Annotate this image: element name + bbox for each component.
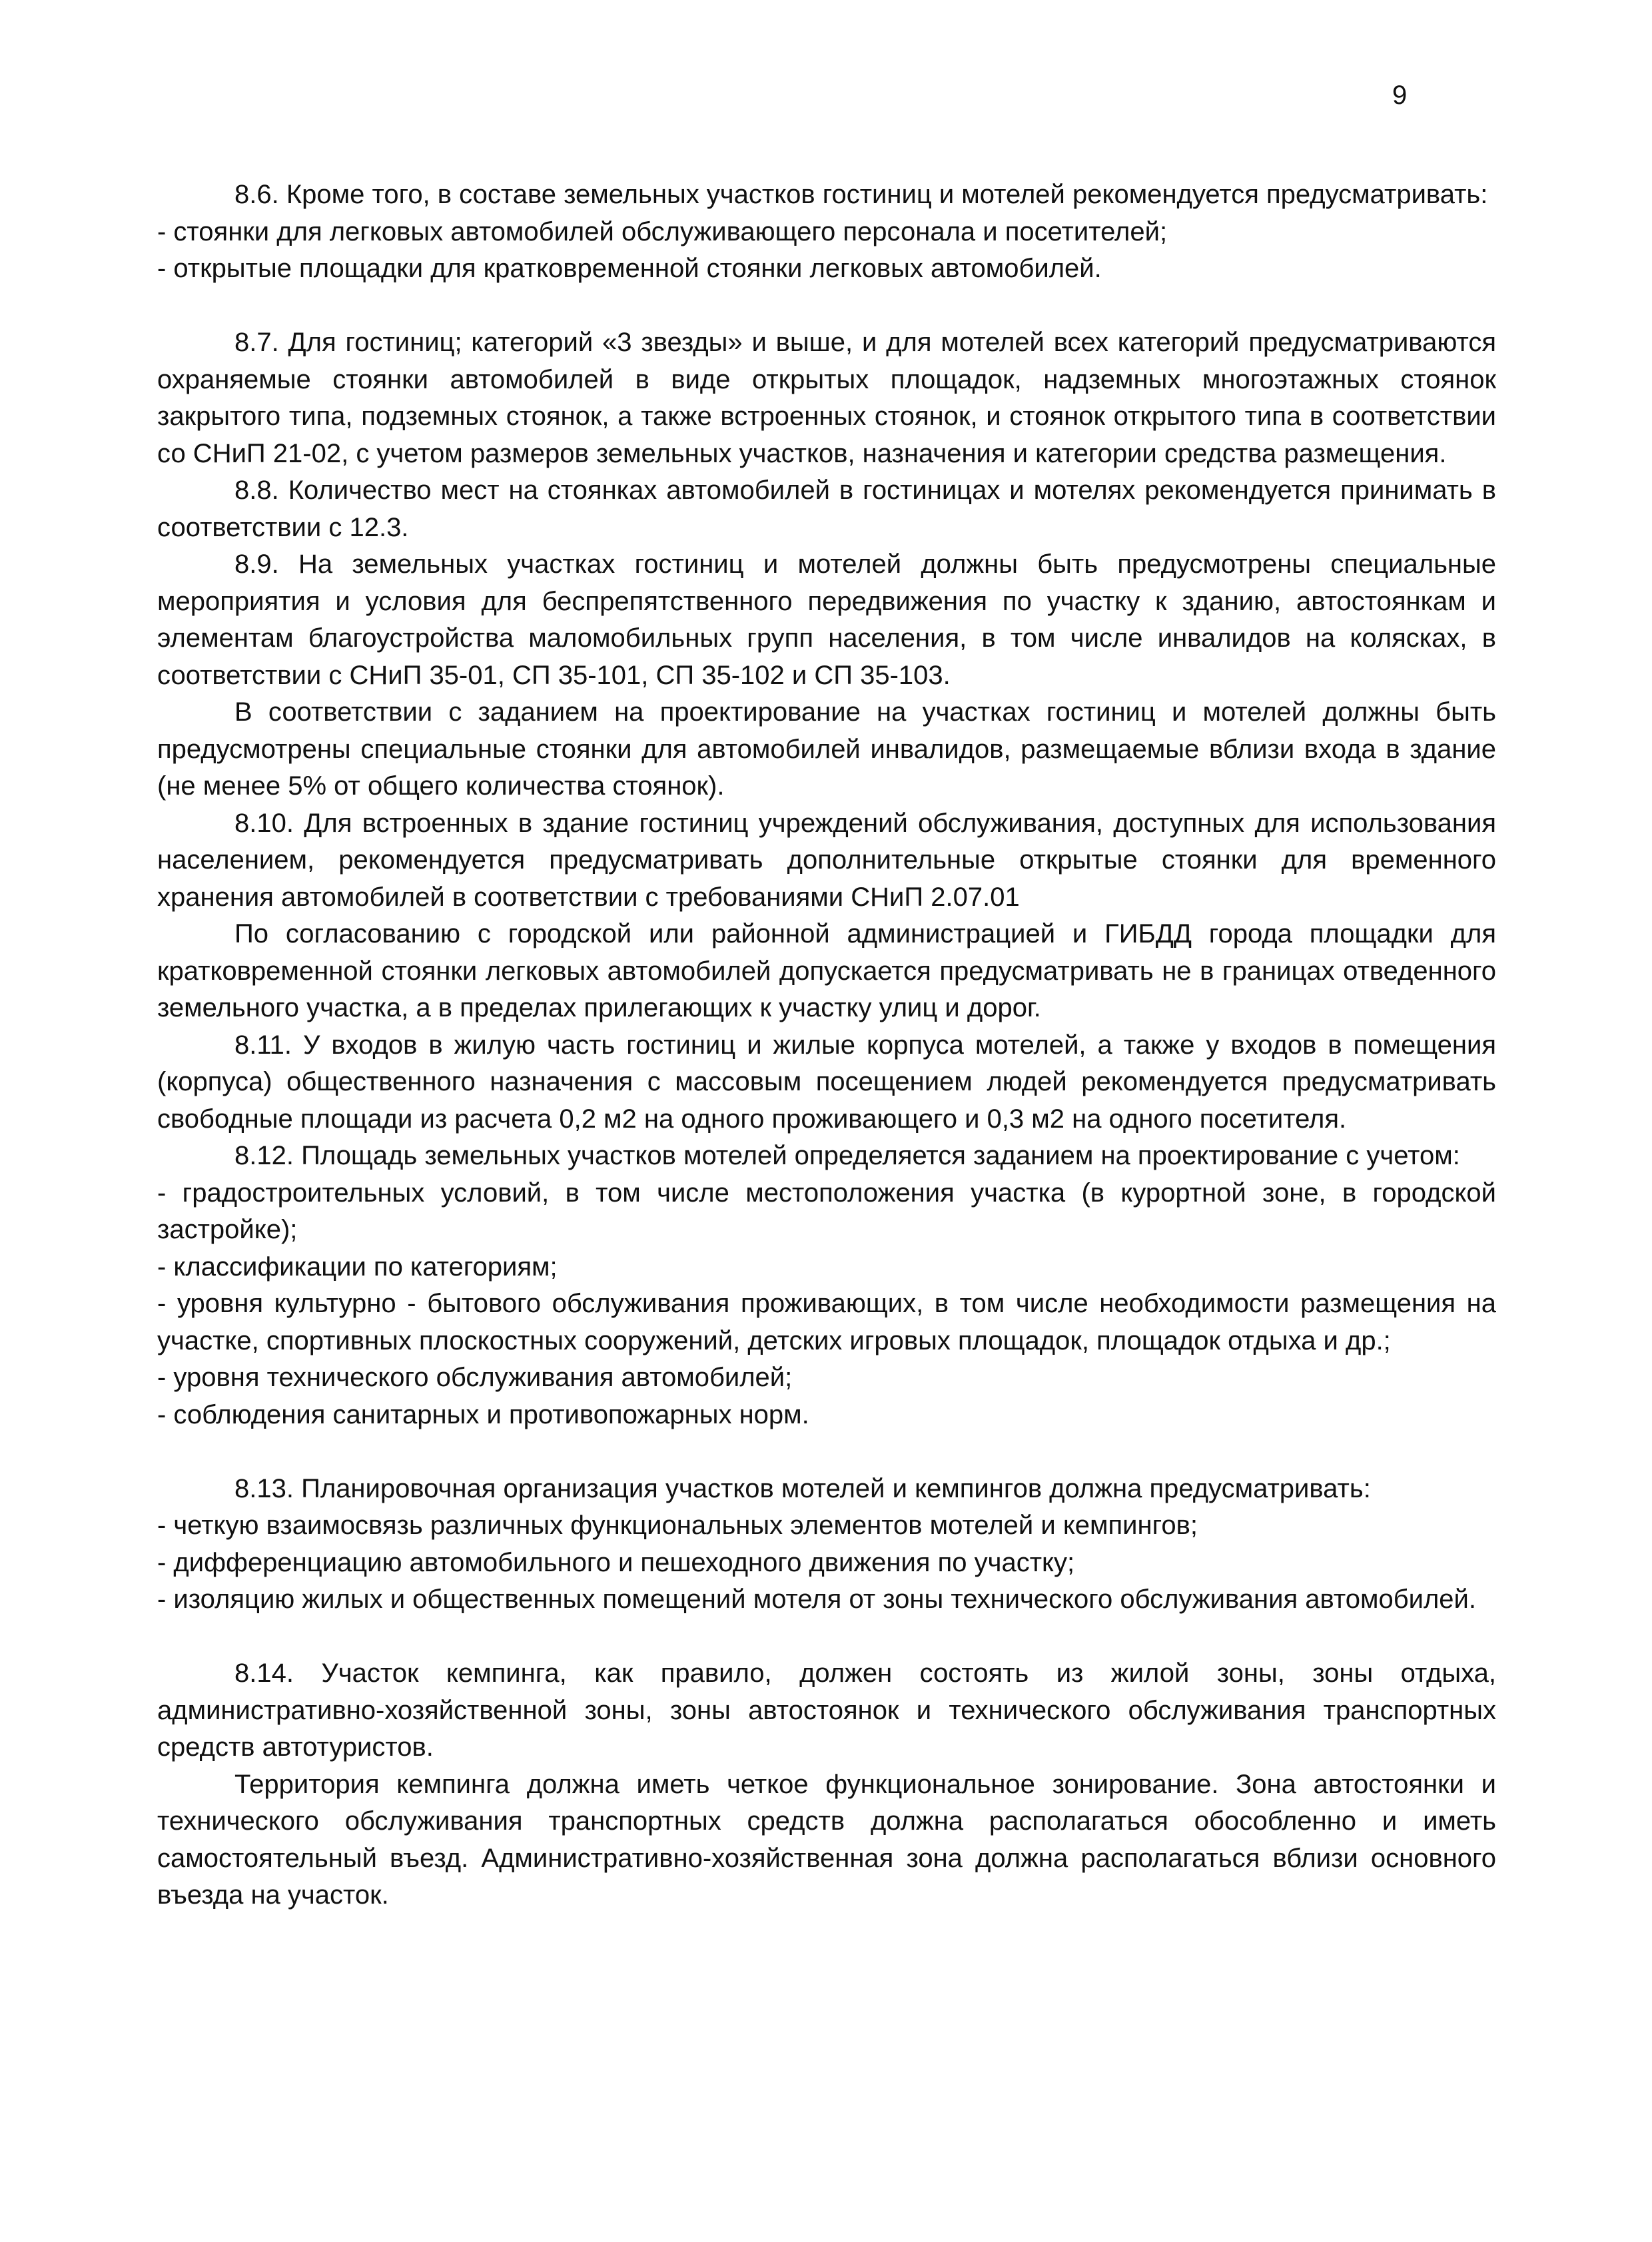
list-item: - градостроительных условий, в том числе местоположения участка (в курортной зоне, в городской застройке); — [157, 1178, 1496, 1244]
paragraph-8-12: 8.12. Площадь земельных участков мотелей определяется заданием на проектирование с учетом: — [234, 1141, 1460, 1170]
paragraph-8-13: 8.13. Планировочная организация участков мотелей и кемпингов должна предусматривать: — [234, 1473, 1371, 1503]
paragraph-8-11: 8.11. У входов в жилую часть гостиниц и жилые корпуса мотелей, а также у входов в помещения (корпуса) общественного назначения с массовым посещением людей рекомендуется предусматривать свободные площади из расчета 0,2 м2 на одного проживающего и 0,3 м2 на одного посетителя. — [157, 1030, 1496, 1134]
list-item: - четкую взаимосвязь различных функциональных элементов мотелей и кемпингов; — [157, 1511, 1198, 1540]
paragraph-8-7: 8.7. Для гостиниц; категорий «3 звезды» и выше, и для мотелей всех категорий предусматриваются охраняемые стоянки автомобилей в виде открытых площадок, надземных многоэтажных стоянок закрытого типа, подземных стоянок, а также встроенных стоянок, и стоянок открытого типа в соответствии со СНиП 21-02, с учетом размеров земельных участков, назначения и категории средства размещения. — [157, 328, 1496, 468]
spacer — [157, 288, 1496, 325]
paragraph-text: По согласованию с городской или районной администрацией и ГИБДД города площадки для кратковременной стоянки легковых автомобилей допускается предусматривать не в границах отведенного земельного участка, а в пределах прилегающих к участку улиц и дорог. — [157, 919, 1496, 1022]
paragraph-8-8: 8.8. Количество мест на стоянках автомобилей в гостиницах и мотелях рекомендуется принимать в соответствии с 12.3. — [157, 476, 1496, 542]
page-number: 9 — [1392, 81, 1408, 110]
document-body — [157, 177, 1496, 1914]
list-item: - соблюдения санитарных и противопожарных норм. — [157, 1399, 809, 1429]
paragraph-8-14: 8.14. Участок кемпинга, как правило, должен состоять из жилой зоны, зоны отдыха, административно-хозяйственной зоны, зоны автостоянок и технического обслуживания транспортных средств автотуристов. — [157, 1659, 1496, 1762]
paragraph-text: Территория кемпинга должна иметь четкое функциональное зонирование. Зона автостоянки и технического обслуживания транспортных средств должна располагаться обособленно и иметь самостоятельный въезд. Административно-хозяйственная зона должна располагаться вблизи основного въезда на участок. — [157, 1769, 1496, 1910]
list-item: - дифференциацию автомобильного и пешеходного движения по участку; — [157, 1547, 1075, 1577]
list-item: - стоянки для легковых автомобилей обслуживающего персонала и посетителей; — [157, 216, 1168, 246]
list-item: - изоляцию жилых и общественных помещений мотеля от зоны технического обслуживания автомобилей. — [157, 1585, 1476, 1614]
list-item: - уровня культурно - бытового обслуживания проживающих, в том числе необходимости размещения на участке, спортивных плоскостных сооружений, детских игровых площадок, площадок отдыха и др.; — [157, 1289, 1496, 1355]
paragraph-8-10: 8.10. Для встроенных в здание гостиниц учреждений обслуживания, доступных для использования населением, рекомендуется предусматривать дополнительные открытые стоянки для временного хранения автомобилей в соответствии с требованиями СНиП 2.07.01 — [157, 808, 1496, 912]
paragraph-8-9: 8.9. На земельных участках гостиниц и мотелей должны быть предусмотрены специальные мероприятия и условия для беспрепятственного передвижения по участку к зданию, автостоянкам и элементам благоустройства маломобильных групп населения, в том числе инвалидов на колясках, в соответствии с СНиП 35-01, СП 35-101, СП 35-102 и СП 35-103. — [157, 550, 1496, 690]
spacer — [157, 1433, 1496, 1471]
list-item: - классификации по категориям; — [157, 1252, 558, 1282]
list-item: - открытые площадки для кратковременной стоянки легковых автомобилей. — [157, 254, 1102, 283]
list-item: - уровня технического обслуживания автомобилей; — [157, 1363, 793, 1392]
paragraph-text: В соответствии с заданием на проектирование на участках гостиниц и мотелей должны быть предусмотрены специальные стоянки для автомобилей инвалидов, размещаемые вблизи входа в здание (не менее 5% от общего количества стоянок). — [157, 697, 1496, 801]
spacer — [157, 1619, 1496, 1656]
paragraph-8-6: 8.6. Кроме того, в составе земельных участков гостиниц и мотелей рекомендуется предусматривать: — [234, 180, 1488, 209]
